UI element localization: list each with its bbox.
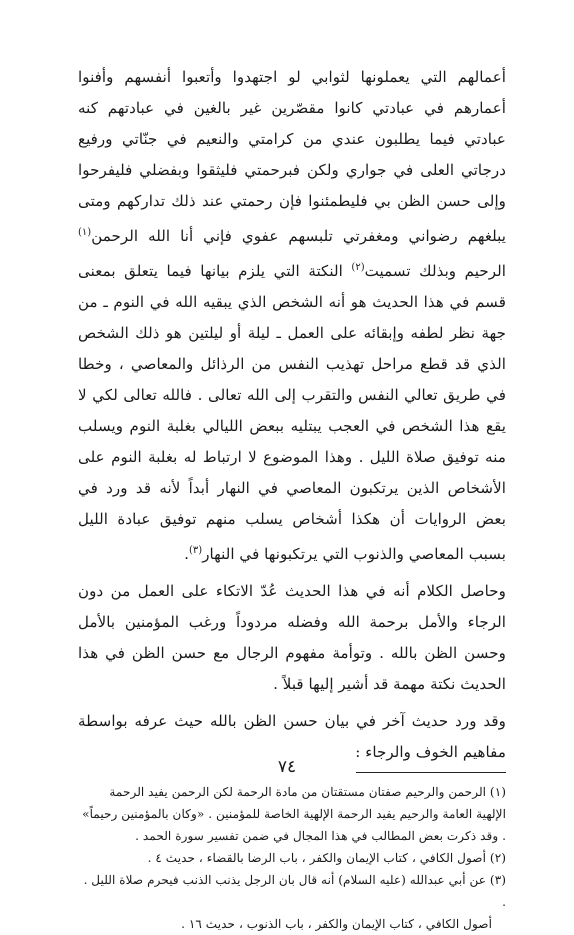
footnote-3 (78, 869, 506, 913)
page-number: ٧٤ (277, 757, 297, 777)
footnote-marker-2[interactable]: (٢) (351, 262, 365, 274)
paragraph-text-1b: الرحيم وبذلك تسميت (364, 262, 506, 281)
footnotes (78, 781, 506, 935)
footnote-1-marker: (١) (489, 785, 506, 800)
paragraph-text-1c: النكتة التي يلزم بيانها فيما يتعلق بمعنى قسم في هذا الحديث هو أنه الشخص الذي يبقيه الله في النوم ـ من جهة نظر لطفه وإبقائه على العمل ـ ليلة أو ليلتين هو ذلك الشخص الذي قد قطع مراحل تهذيب النفس من الرذائل والمعاصي ، وخطا في طريق تعالي النفس والتقرب إلى الله تعالى . فالله تعالى لكي لا يقع هذا الشخص في العجب يبتليه ببعض الليالي بغلبة النوم ويسلب منه توفيق صلاة الليل . وهذا الموضوع لا ارتباط له بغلبة النوم على الأشخاص الذين يرتكبون المعاصي في النهار أبداً لأنه قد ورد في بعض الروايات أن هكذا أشخاص يسلب منهم توفيق عبادة الليل بسبب المعاصي والذنوب التي يرتكبونها في النهار (78, 262, 506, 564)
footnote-marker-1[interactable]: (١) (78, 227, 92, 238)
main-paragraph-1 (78, 62, 506, 570)
footnote-2-marker: (٢) (489, 851, 506, 866)
footnote-1 (78, 781, 506, 847)
footnote-2-text: أصول الكافي ، كتاب الإيمان والكفر ، باب الرضا بالقضاء ، حديث ٤ . (147, 851, 487, 866)
footnote-3-continuation: أصول الكافي ، كتاب الإيمان والكفر ، باب الذنوب ، حديث ١٦ . (181, 917, 492, 932)
paragraph-text-1d: . (184, 545, 189, 564)
footnote-3-marker: (٣) (489, 873, 506, 888)
footnote-3-text: عن أبي عبدالله (عليه السلام) أنه قال بان الرجل يذنب الذنب فيحرم صلاة الليل . . (83, 873, 506, 910)
footnote-2 (78, 847, 506, 869)
main-paragraph-2: وحاصل الكلام أنه في هذا الحديث عُدّ الاتكاء على العمل من دون الرجاء والأمل برحمة الله وفضله مردوداً ورغب المؤمنين بالأمل وحسن الظن بالله . وتوأمة مفهوم الرجال مع حسن الظن في هذا الحديث نكتة مهمة قد أشير إليها قبلاً . (78, 582, 506, 694)
paragraph-text-1a: أعمالهم التي يعملونها لثوابي لو اجتهدوا وأتعبوا أنفسهم وأفنوا أعمارهم في عبادتي كانوا مقصّرين غير بالغين في عبادتهم كنه عبادتي فيما يطلبون عندي من كرامتي والنعيم في جنّاتي ورفيع درجاتي العلى في جواري ولكن فبرحمتي فليثقوا وبفضلي فليفرحوا وإلى حسن الظن بي فليطمئنوا فإن رحمتي عند ذلك تداركهم ومتى يبلغهم رضواني ومغفرتي تلبسهم عفوي فإني أنا الله الرحمن (78, 68, 506, 246)
footnote-marker-3[interactable]: (٣) (189, 545, 203, 557)
page-content (78, 62, 506, 935)
footnote-1-text: الرحمن والرحيم صفتان مستقتان من مادة الرحمة لكن الرحمن يفيد الرحمة الإلهية العامة والرحيم يفيد الرحمة الإلهية الخاصة للمؤمنين . «وكان بالمؤمنين رحيماً» . وقد ذكرت بعض المطالب في هذا المجال في ضمن تفسير سورة الحمد . (82, 785, 506, 844)
main-paragraph-3: وقد ورد حديث آخر في بيان حسن الظن بالله حيث عرفه بواسطة مفاهيم الخوف والرجاء : (78, 712, 506, 762)
